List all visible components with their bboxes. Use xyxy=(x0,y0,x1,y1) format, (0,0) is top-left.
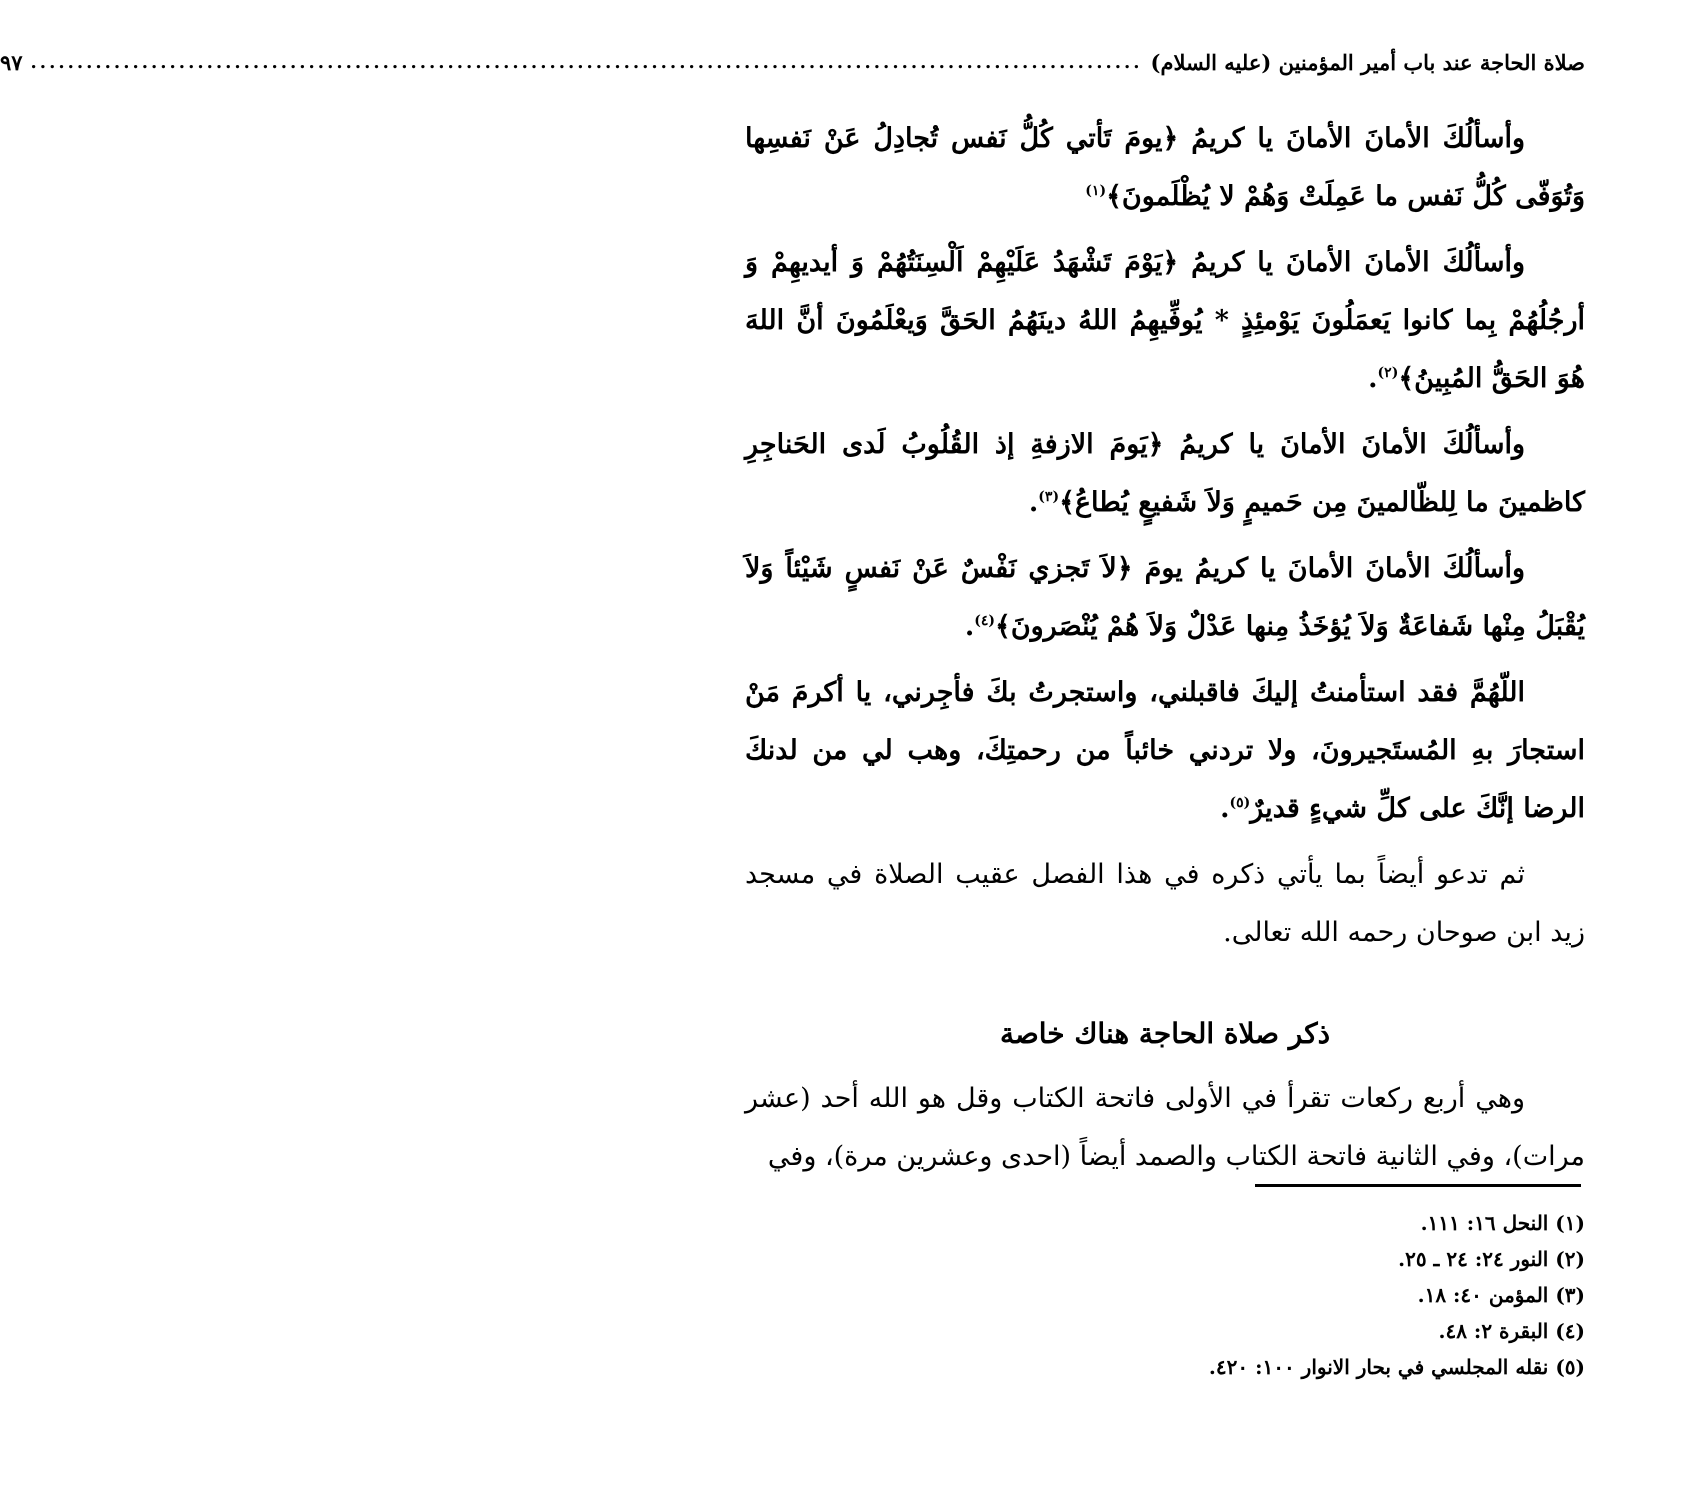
paragraph-text: وأسألُكَ الأمانَ الأمانَ يا كريمُ ﴿يَوْمَ تَشْهَدُ عَلَيْهِمْ اَلْسِنَتُهُمْ وَ أيديهِمْ وَ أرجُلُهُمْ بِما كانوا يَعمَلُونَ يَوْمئِذٍ * يُوفِّيهِمُ اللهُ دينَهُمُ الحَقَّ وَيعْلَمُونَ أنَّ اللهَ هُوَ الحَقُّ المُبِينُ﴾ xyxy=(745,247,1585,394)
supplication-paragraph-2 xyxy=(745,234,1585,408)
footnotes xyxy=(985,1205,1585,1385)
footnote-divider xyxy=(1255,1184,1581,1187)
section-heading: ذكر صلاة الحاجة هناك خاصة xyxy=(999,1017,1331,1050)
footnote-marker: (١) xyxy=(1085,183,1107,199)
leader-dots: ........................................................................................................................ xyxy=(30,51,1143,73)
paragraph-text: اللّهُمَّ فقد استأمنتُ إليكَ فاقبلني، واستجرتُ بكَ فأجِرني، يا أكرمَ مَنْ استجارَ بهِ المُستَجيرونَ، ولا تردني خائباً من رحمتِكَ، وهب لي من لدنكَ الرضا إنَّكَ على كلِّ شيءٍ قديرٌ xyxy=(745,677,1585,824)
page-body xyxy=(745,110,1585,1194)
footnote-2: (٢) النور ٢٤: ٢٤ ـ ٢٥. xyxy=(1398,1247,1585,1271)
running-header-title: صلاة الحاجة عند باب أمير المؤمنين (عليه السلام) xyxy=(1150,49,1585,75)
supplication-paragraph-3 xyxy=(745,416,1585,532)
running-header xyxy=(0,42,1585,82)
paragraph-end: . xyxy=(1368,363,1378,394)
footnote-marker: (٣) xyxy=(1038,489,1060,505)
supplication-paragraph-1 xyxy=(745,110,1585,226)
footnote-4: (٤) البقرة ٢: ٤٨. xyxy=(1438,1319,1585,1343)
footnote-marker: (٤) xyxy=(974,613,995,629)
paragraph-text: وأسألُكَ الأمانَ الأمانَ يا كريمُ يومَ ﴿لاَ تَجزي نَفْسٌ عَنْ نَفسٍ شَيْئاً وَلاَ يُقْبَلُ مِنْها شَفاعَةٌ وَلاَ يُؤخَذُ مِنها عَدْلٌ وَلاَ هُمْ يُنْصَرونَ﴾ xyxy=(745,553,1585,642)
paragraph-text: وأسألُكَ الأمانَ الأمانَ يا كريمُ ﴿يومَ تَأتي كُلُّ نَفس تُجادِلُ عَنْ نَفسِها وَتُوَفّى كُلُّ نَفس ما عَمِلَتْ وَهُمْ لا يُظْلَمونَ﴾ xyxy=(745,123,1585,212)
footnote-marker: (٢) xyxy=(1377,365,1399,381)
footnote-marker: (٥) xyxy=(1229,795,1251,811)
instruction-paragraph xyxy=(745,846,1585,962)
page-number: ٩٧ xyxy=(0,49,23,75)
footnote-5: (٥) نقله المجلسي في بحار الانوار ١٠٠: ٤٢٠. xyxy=(1208,1355,1585,1379)
supplication-paragraph-4 xyxy=(745,540,1585,656)
supplication-paragraph-5 xyxy=(745,664,1585,838)
paragraph-text: وأسألُكَ الأمانَ الأمانَ يا كريمُ ﴿يَومَ الازفةِ إذ القُلُوبُ لَدى الحَناجِرِ كاظمينَ ما لِلظّالمينَ مِن حَميمٍ وَلاَ شَفيعٍ يُطاعُ﴾ xyxy=(745,429,1585,518)
paragraph-end: . xyxy=(964,611,975,642)
footnote-1: (١) النحل ١٦: ١١١. xyxy=(1420,1211,1585,1235)
paragraph-end: . xyxy=(1220,793,1230,824)
paragraph-text: ثم تدعو أيضاً بما يأتي ذكره في هذا الفصل عقيب الصلاة في مسجد زيد ابن صوحان رحمه الله تعالى. xyxy=(745,859,1585,948)
footnote-3: (٣) المؤمن ٤٠: ١٨. xyxy=(1417,1283,1585,1307)
paragraph-end: . xyxy=(1028,487,1039,518)
section-body-paragraph: وهي أربع ركعات تقرأ في الأولى فاتحة الكتاب وقل هو الله أحد (عشر مرات)، وفي الثانية فاتحة الكتاب والصمد أيضاً (احدى وعشرين مرة)، وفي xyxy=(745,1083,1585,1172)
